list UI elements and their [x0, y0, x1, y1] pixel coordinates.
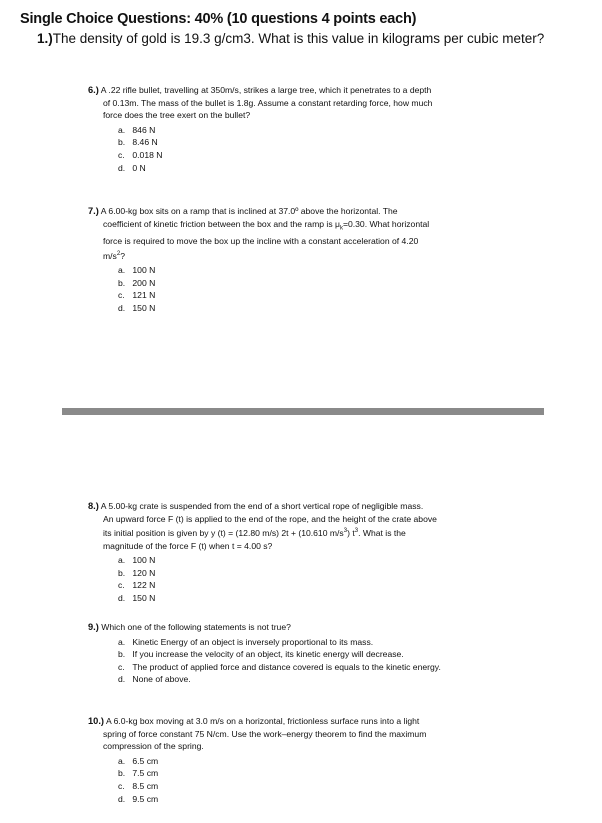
option-a [118, 636, 508, 649]
question-10-line-3: compression of the spring. [103, 741, 204, 752]
option-text: 120 N [132, 567, 156, 578]
question-7-options [118, 264, 508, 314]
option-d [118, 673, 508, 686]
option-text: If you increase the velocity of an object, its kinetic energy will decrease. [132, 649, 404, 660]
option-letter: d. [118, 593, 126, 604]
option-text: 7.5 cm [132, 768, 159, 779]
option-a [118, 124, 508, 137]
option-c [118, 661, 508, 674]
question-10-line-1: A 6.0-kg box moving at 3.0 m/s on a horizontal, frictionless surface runs into a light [105, 716, 420, 726]
option-text: 100 N [132, 264, 156, 275]
question-10-line-2: spring of force constant 75 N/cm. Use the work–energy theorem to find the maximum [103, 728, 427, 739]
question-10-options [118, 755, 508, 805]
option-text: 122 N [132, 580, 156, 591]
option-b [118, 648, 508, 661]
question-8-options [118, 554, 508, 604]
superscript: 2 [116, 250, 121, 257]
option-c [118, 780, 508, 793]
option-text: 150 N [132, 593, 156, 604]
superscript: 3 [354, 528, 359, 535]
option-text: 9.5 cm [132, 793, 159, 804]
option-a [118, 554, 508, 567]
option-b [118, 136, 508, 149]
option-letter: b. [118, 768, 126, 779]
option-text: The product of applied force and distance covered is equals to the kinetic energy. [132, 661, 441, 672]
option-letter: a. [118, 555, 126, 566]
option-b [118, 277, 508, 290]
option-letter: a. [118, 636, 126, 647]
option-letter: d. [118, 674, 126, 685]
equation-text-mid: ) t [347, 528, 355, 539]
question-8-number: 8.) [88, 501, 99, 511]
question-9-options [118, 636, 508, 686]
option-c [118, 149, 508, 162]
option-text: 8.5 cm [132, 780, 159, 791]
option-d [118, 162, 508, 175]
question-9-stem [88, 621, 508, 634]
mu-subscript: k [339, 225, 343, 232]
question-7-line-4 [88, 248, 508, 262]
option-c [118, 579, 508, 592]
question-8-line-4: magnitude of the force F (t) when t = 4.00 s? [103, 540, 273, 551]
question-8 [88, 500, 508, 605]
option-text: Kinetic Energy of an object is inversely proportional to its mass. [132, 636, 374, 647]
option-text: 6.5 cm [132, 755, 159, 766]
question-9-number: 9.) [88, 622, 99, 632]
option-letter: b. [118, 277, 126, 288]
question-7-line-2-end: =0.30. What horizontal [342, 218, 430, 229]
superscript: 3 [343, 528, 348, 535]
option-d [118, 793, 508, 806]
option-letter: d. [118, 162, 126, 173]
option-b [118, 567, 508, 580]
question-8-line-1: A 5.00-kg crate is suspended from the end of a short vertical rope of negligible mass. [100, 501, 424, 511]
question-6-options [118, 124, 508, 174]
option-letter: a. [118, 124, 126, 135]
question-1 [37, 31, 544, 46]
question-8-line-3 [88, 525, 508, 539]
option-text: 0 N [132, 162, 146, 173]
option-text: 846 N [132, 124, 156, 135]
equation-text-end: . What is the [358, 528, 406, 539]
question-10-number: 10.) [88, 716, 105, 726]
question-6-stem [88, 84, 508, 122]
option-d [118, 302, 508, 315]
question-7-line-1: A 6.00-kg box sits on a ramp that is inclined at 37.0º above the horizontal. The [100, 206, 398, 216]
question-6-number: 6.) [88, 85, 99, 95]
unit-text: m/s [103, 250, 117, 261]
option-letter: c. [118, 661, 125, 672]
question-8-stem [88, 500, 508, 552]
section-heading: Single Choice Questions: 40% (10 questions 4 points each) [20, 11, 417, 27]
option-a [118, 755, 508, 768]
option-text: 121 N [132, 290, 156, 301]
question-9 [88, 621, 508, 686]
option-text: 150 N [132, 302, 156, 313]
question-6-line-2: of 0.13m. The mass of the bullet is 1.8g. Assume a constant retarding force, how much [103, 97, 433, 108]
question-10 [88, 715, 508, 805]
question-7-line-2 [88, 218, 508, 235]
question-6-line-3: force does the tree exert on the bullet? [103, 110, 251, 121]
option-letter: c. [118, 580, 125, 591]
option-letter: c. [118, 149, 125, 160]
question-7-line-2-text: coefficient of kinetic friction between the box and the ramp is μ [103, 218, 340, 229]
option-letter: c. [118, 780, 125, 791]
question-7-stem [88, 205, 508, 262]
page-divider [62, 408, 544, 415]
option-text: 8.46 N [132, 137, 158, 148]
option-text: None of above. [132, 674, 191, 685]
option-text: 0.018 N [132, 149, 163, 160]
question-1-number: 1.) [37, 31, 53, 46]
option-b [118, 767, 508, 780]
option-letter: b. [118, 137, 126, 148]
question-7-number: 7.) [88, 206, 99, 216]
option-c [118, 289, 508, 302]
question-6 [88, 84, 508, 174]
option-letter: a. [118, 755, 126, 766]
question-9-line-1: Which one of the following statements is not true? [101, 622, 291, 632]
option-letter: d. [118, 302, 126, 313]
equation-text: its initial position is given by y (t) = (12.80 m/s) 2t + (10.610 m/s [103, 528, 344, 539]
option-letter: a. [118, 264, 126, 275]
option-a [118, 264, 508, 277]
question-10-stem [88, 715, 508, 753]
option-text: 100 N [132, 555, 156, 566]
question-7-line-3: force is required to move the box up the incline with a constant acceleration of 4.20 [103, 235, 419, 246]
question-8-line-2: An upward force F (t) is applied to the end of the rope, and the height of the crate above [103, 513, 437, 524]
question-7 [88, 205, 508, 314]
option-letter: b. [118, 567, 126, 578]
option-letter: d. [118, 793, 126, 804]
question-6-line-1: A .22 rifle bullet, travelling at 350m/s, strikes a large tree, which it penetrates to a depth [100, 85, 432, 95]
option-text: 200 N [132, 277, 156, 288]
question-mark: ? [120, 250, 125, 261]
option-letter: c. [118, 290, 125, 301]
option-d [118, 592, 508, 605]
question-1-text: The density of gold is 19.3 g/cm3. What is this value in kilograms per cubic meter? [52, 31, 545, 46]
option-letter: b. [118, 649, 126, 660]
